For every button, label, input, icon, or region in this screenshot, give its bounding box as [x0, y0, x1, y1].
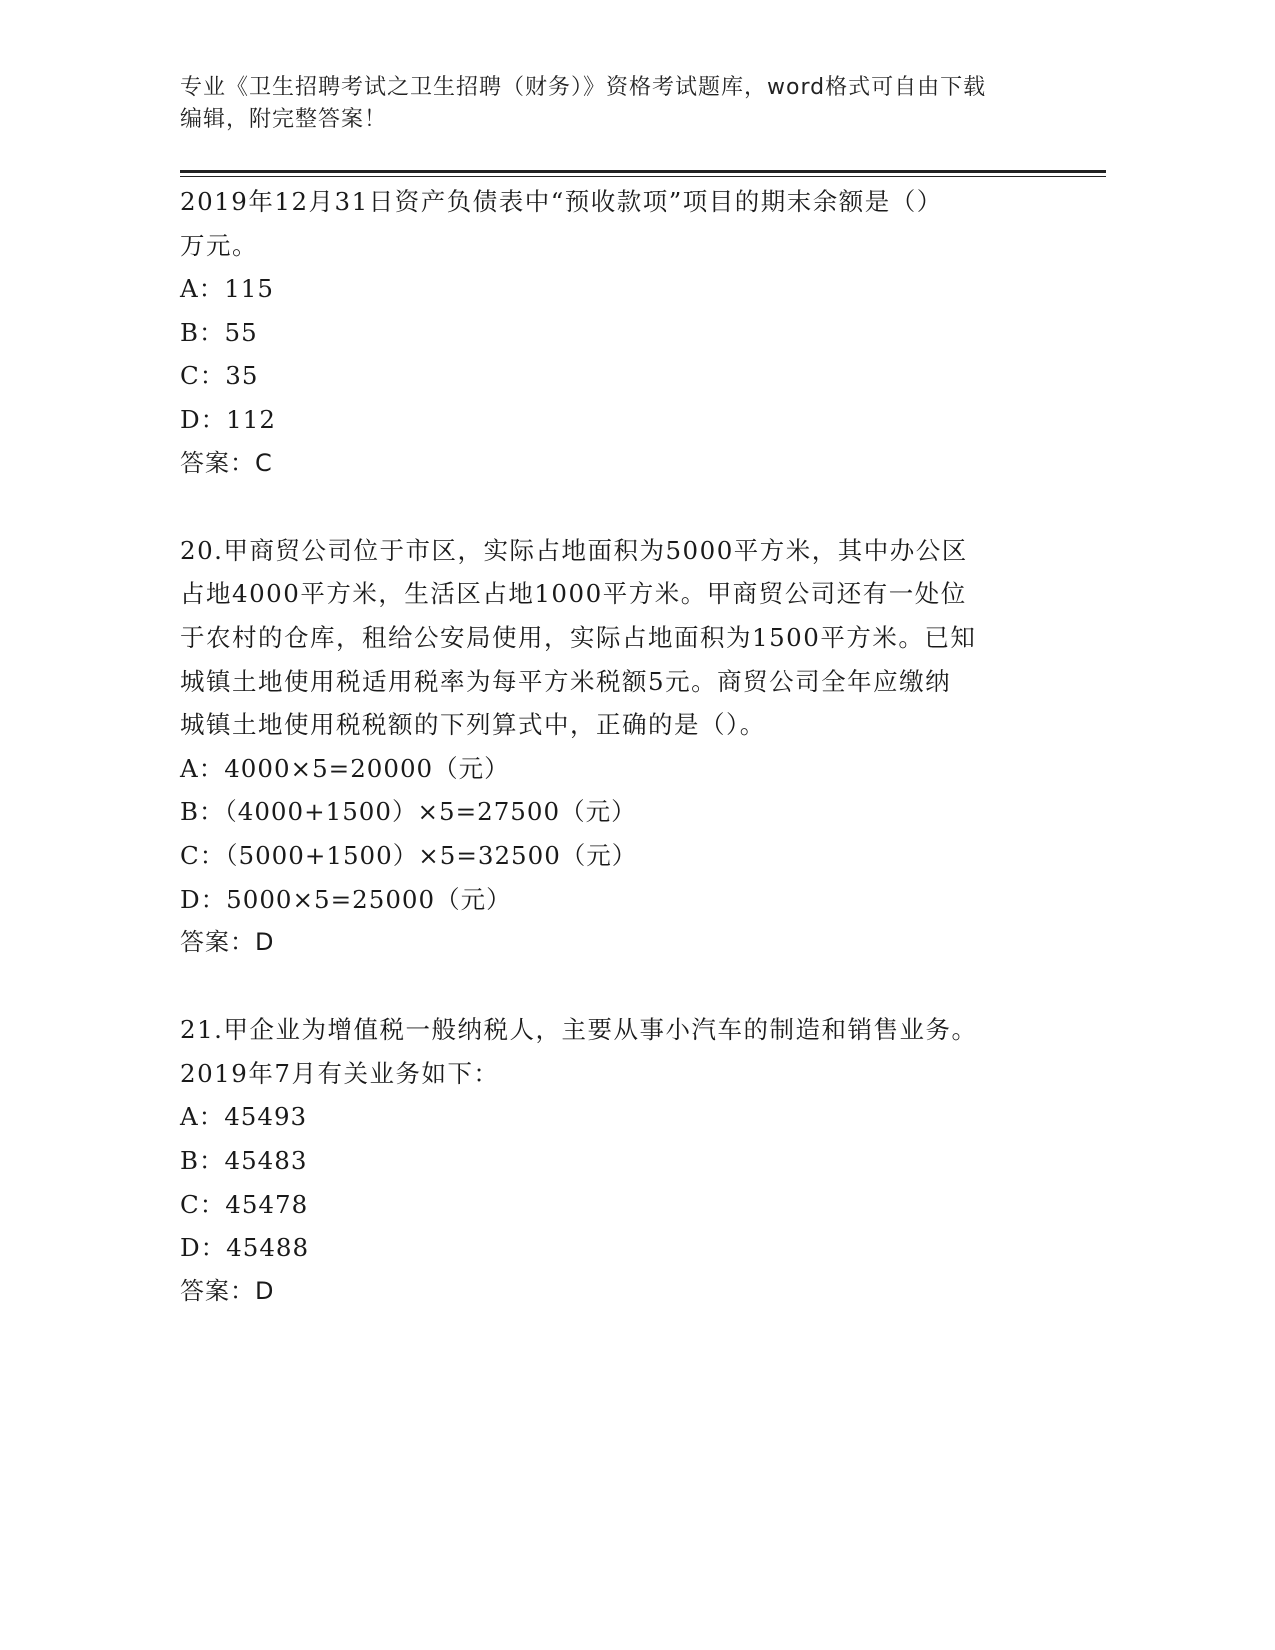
option-b: B：55: [180, 317, 258, 347]
question-text-line: 于农村的仓库，租给公安局使用，实际占地面积为1500平方米。已知: [180, 622, 977, 652]
header-divider-thin: [180, 176, 1106, 177]
answer-label: 答案：C: [180, 448, 273, 477]
question-text-line: 城镇土地使用税适用税率为每平方米税额5元。商贸公司全年应缴纳: [180, 666, 952, 696]
question-text-line: 2019年7月有关业务如下：: [180, 1058, 500, 1088]
question-block-20: [180, 529, 1040, 965]
option-c: C：35: [180, 361, 259, 391]
option-c: C：45478: [180, 1189, 309, 1219]
option-d: D：112: [180, 404, 276, 434]
option-d: D：45488: [180, 1233, 310, 1263]
question-text-line: 21.甲企业为增值税一般纳税人，主要从事小汽车的制造和销售业务。: [180, 1015, 978, 1045]
header-divider-thick: [180, 170, 1106, 173]
question-block-21: [180, 1008, 1040, 1313]
header-line-2: 编辑，附完整答案！: [180, 107, 388, 132]
spacer: [180, 485, 1040, 529]
question-list: [180, 180, 1040, 1313]
question-text-line: 万元。: [180, 230, 258, 260]
option-a: A：45493: [180, 1102, 308, 1132]
option-d: D：5000×5=25000（元）: [180, 884, 512, 914]
header-line-1: 专业《卫生招聘考试之卫生招聘（财务）》资格考试题库，word格式可自由下载: [180, 75, 987, 100]
question-text-line: 20.甲商贸公司位于市区，实际占地面积为5000平方米，其中办公区: [180, 535, 968, 565]
question-text-line: 2019年12月31日资产负债表中“预收款项”项目的期末余额是（）: [180, 187, 943, 216]
question-block-1: [180, 180, 1040, 485]
answer-label: 答案：D: [180, 1276, 275, 1305]
document-header: [180, 72, 1060, 136]
question-text-line: 城镇土地使用税税额的下列算式中，正确的是（）。: [180, 710, 766, 740]
spacer: [180, 965, 1040, 1009]
option-a: A：115: [180, 274, 274, 304]
question-text-line: 占地4000平方米，生活区占地1000平方米。甲商贸公司还有一处位: [180, 579, 967, 609]
option-b: B：（4000+1500）×5=27500（元）: [180, 797, 637, 827]
option-c: C：（5000+1500）×5=32500（元）: [180, 840, 638, 870]
option-b: B：45483: [180, 1146, 308, 1176]
option-a: A：4000×5=20000（元）: [180, 753, 510, 783]
answer-label: 答案：D: [180, 928, 275, 957]
